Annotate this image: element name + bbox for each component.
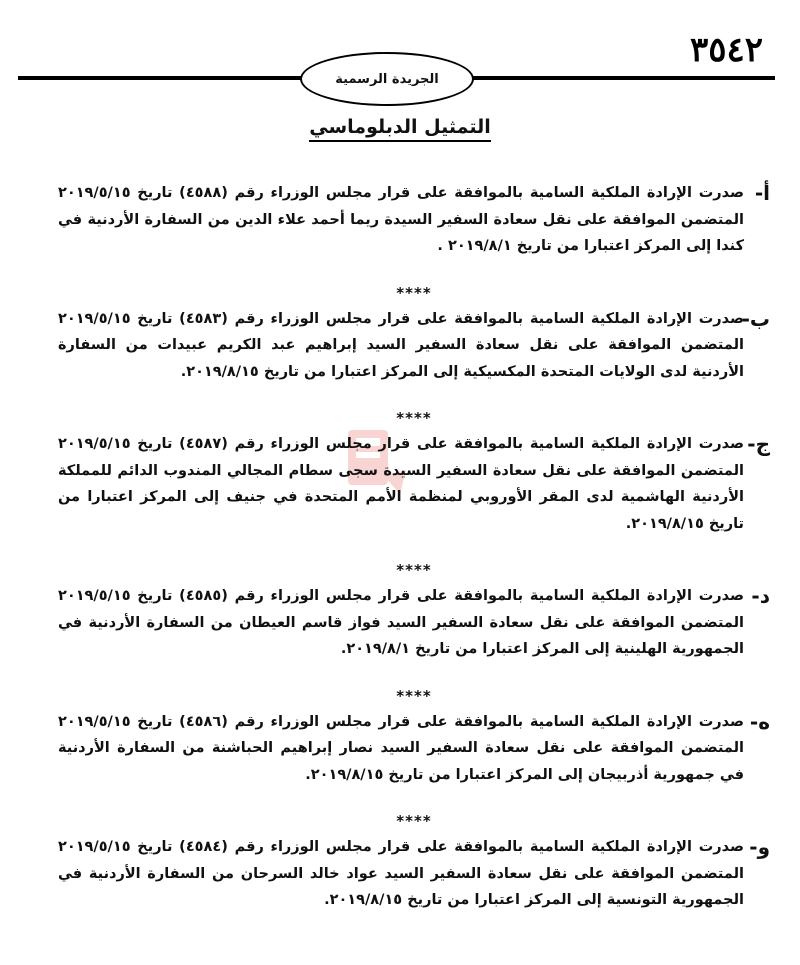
- item-letter: ه-: [749, 709, 770, 734]
- item-letter: د-: [751, 584, 770, 608]
- item-text: صدرت الإرادة الملكية السامية بالموافقة على قرار مجلس الوزراء رقم (٤٥٨٤) تاريخ ٢٠١٩/٥/١٥ المتضمن الموافقة على نقل سعادة السفير السيد عواد خالد السرحان من السفارة الأردنية في الجمهورية التونسية إلى المركز اعتبارا من تاريخ ٢٠١٩/٨/١٥.: [58, 839, 745, 908]
- decree-item: [58, 583, 770, 663]
- item-letter: ب-: [741, 306, 770, 331]
- item-text: صدرت الإرادة الملكية السامية بالموافقة على قرار مجلس الوزراء رقم (٤٥٨٨) تاريخ ٢٠١٩/٥/١٥ المتضمن الموافقة على نقل سعادة السفير السيدة ريما أحمد علاء الدين من السفارة الأردنية في كندا إلى المركز اعتبارا من تاريخ ٢٠١٩/٨/١ .: [58, 185, 745, 254]
- decree-list: [58, 180, 770, 914]
- item-letter: و-: [749, 835, 770, 859]
- item-text: صدرت الإرادة الملكية السامية بالموافقة على قرار مجلس الوزراء رقم (٤٥٨٧) تاريخ ٢٠١٩/٥/١٥ المتضمن الموافقة على نقل سعادة السفير السيدة سجى سطام المجالي المندوب الدائم للمملكة الأردنية الهاشمية لدى المقر الأوروبي لمنظمة الأمم المتحدة في جنيف إلى المركز اعتبارا من تاريخ ٢٠١٩/٨/١٥.: [58, 436, 745, 532]
- item-letter: ج-: [747, 432, 770, 456]
- decree-item: [58, 306, 770, 386]
- item-text: صدرت الإرادة الملكية السامية بالموافقة على قرار مجلس الوزراء رقم (٤٥٨٣) تاريخ ٢٠١٩/٥/١٥ المتضمن الموافقة على نقل سعادة السفير السيد إبراهيم عبد الكريم عبيدات من السفارة الأردنية لدى الولايات المتحدة المكسيكية إلى المركز اعتبارا من تاريخ ٢٠١٩/٨/١٥.: [58, 310, 745, 380]
- page-number: ٣٥٤٢: [690, 30, 764, 70]
- gazette-oval-label: الجريدة الرسمية: [300, 52, 474, 106]
- separator: ****: [396, 283, 432, 302]
- section-title-text: التمثيل الدبلوماسي: [309, 116, 490, 142]
- decree-item: [58, 180, 770, 260]
- decree-item: [58, 431, 770, 537]
- decree-item: [58, 834, 770, 914]
- item-letter: أ-: [754, 181, 770, 205]
- separator: ****: [396, 561, 432, 579]
- separator: ****: [396, 812, 432, 830]
- separator: ****: [396, 409, 432, 427]
- item-text: صدرت الإرادة الملكية السامية بالموافقة على قرار مجلس الوزراء رقم (٤٥٨٦) تاريخ ٢٠١٩/٥/١٥ المتضمن الموافقة على نقل سعادة السفير السيد نصار إبراهيم الحباشنة من السفارة الأردنية في جمهورية أذربيجان إلى المركز اعتبارا من تاريخ ٢٠١٩/٨/١٥.: [58, 713, 745, 783]
- item-text: صدرت الإرادة الملكية السامية بالموافقة على قرار مجلس الوزراء رقم (٤٥٨٥) تاريخ ٢٠١٩/٥/١٥ المتضمن الموافقة على نقل سعادة السفير السيد فواز قاسم العيطان من السفارة الأردنية في الجمهورية الهلينية إلى المركز اعتبارا من تاريخ ٢٠١٩/٨/١.: [58, 588, 745, 657]
- section-title: [0, 116, 800, 138]
- decree-item: [58, 709, 770, 789]
- separator: ****: [396, 686, 432, 705]
